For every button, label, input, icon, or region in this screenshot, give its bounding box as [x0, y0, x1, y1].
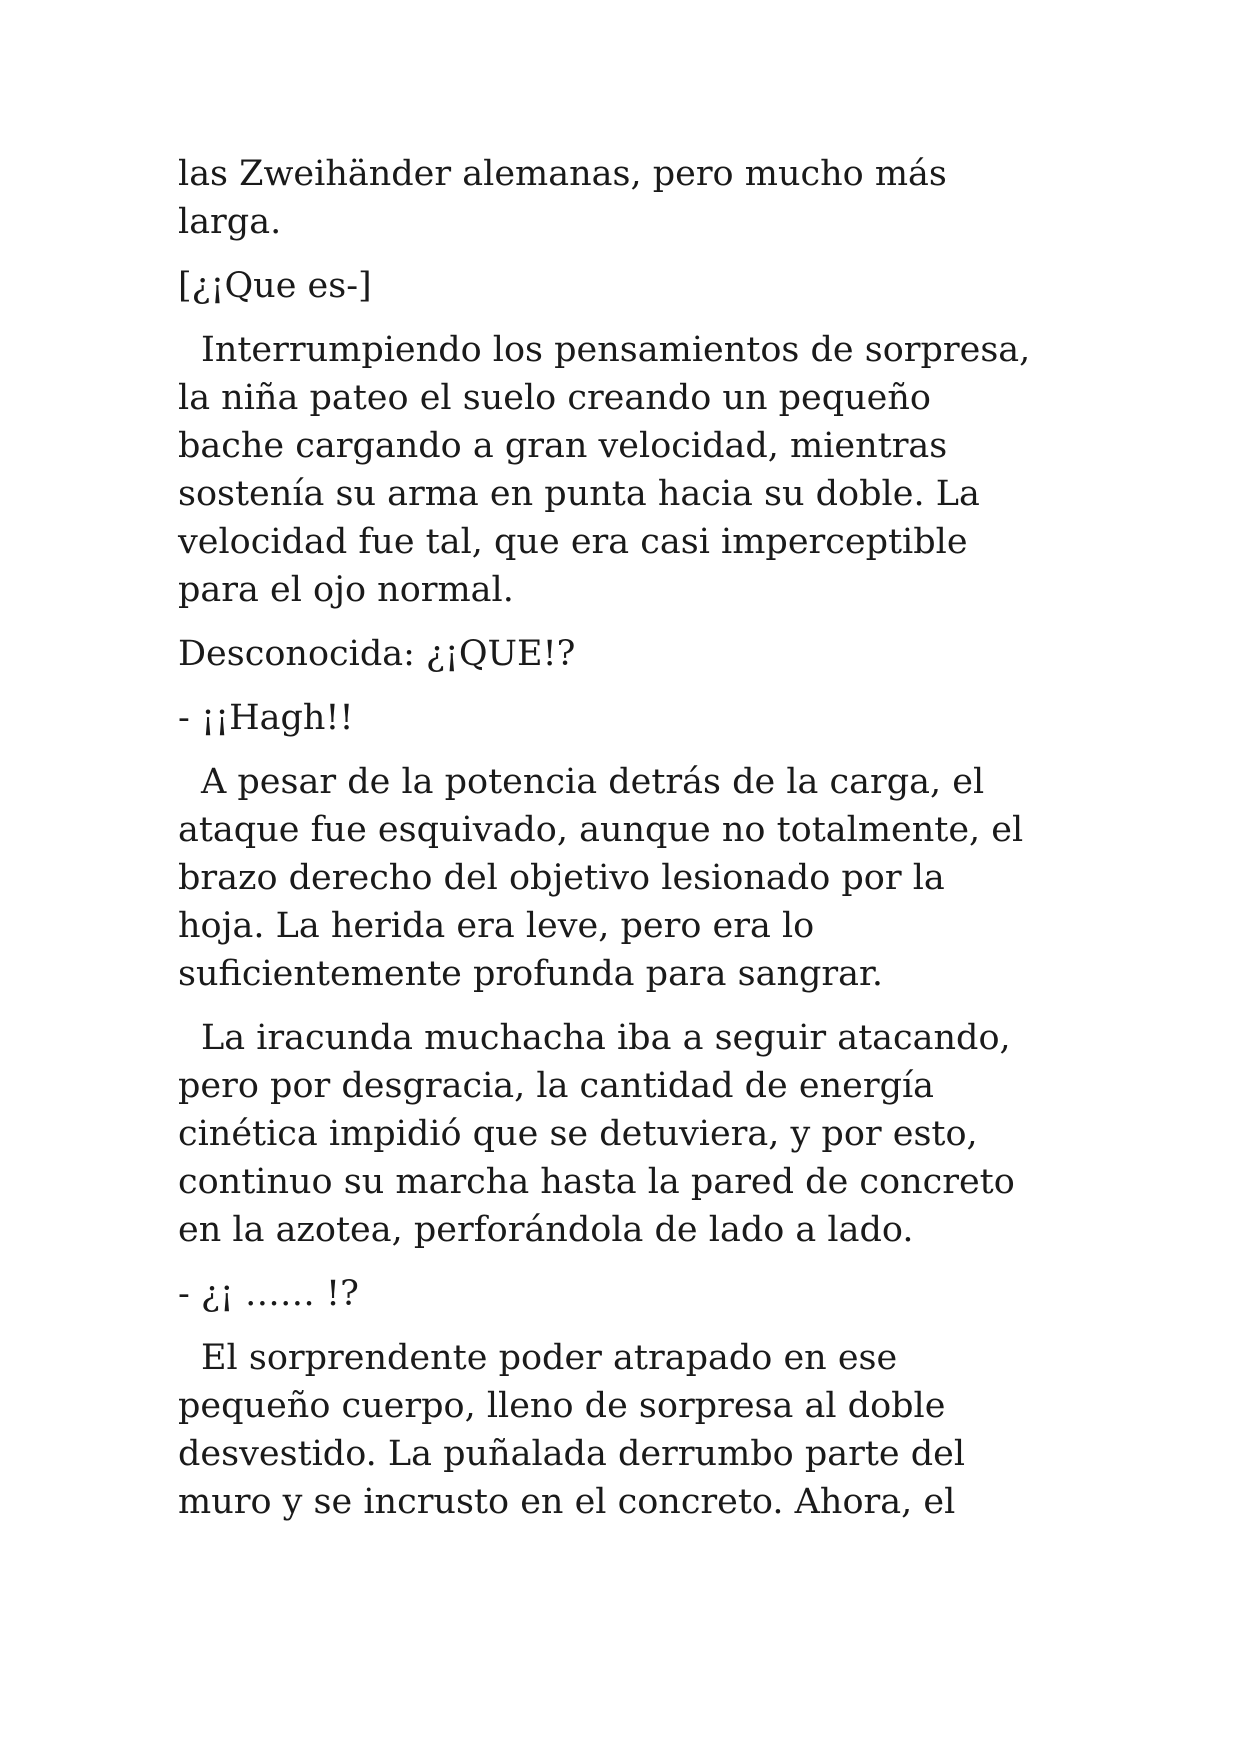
text-line: velocidad fue tal, que era casi imperceptible — [178, 522, 968, 562]
paragraph — [178, 630, 1078, 678]
paragraph — [178, 150, 1078, 246]
text-line: El sorprendente poder atrapado en ese — [201, 1338, 898, 1378]
text-line: [¿¡Que es-] — [178, 266, 372, 306]
text-line: - ¿¡ …… !? — [178, 1274, 359, 1314]
paragraph — [178, 1014, 1078, 1254]
text-line: la niña pateo el suelo creando un pequeño — [178, 378, 931, 418]
paragraph — [178, 1270, 1078, 1318]
text-line: hoja. La herida era leve, pero era lo — [178, 906, 815, 946]
text-line: continuo su marcha hasta la pared de concreto — [178, 1162, 1015, 1202]
text-line: para el ojo normal. — [178, 570, 514, 610]
text-line: A pesar de la potencia detrás de la carga, el — [201, 762, 985, 802]
text-line: pero por desgracia, la cantidad de energía — [178, 1066, 935, 1106]
text-line: muro y se incrusto en el concreto. Ahora, el — [178, 1482, 956, 1522]
text-line: ataque fue esquivado, aunque no totalmente, el — [178, 810, 1024, 850]
paragraph — [178, 758, 1078, 998]
paragraph — [178, 1334, 1078, 1526]
paragraph — [178, 262, 1078, 310]
text-line: bache cargando a gran velocidad, mientras — [178, 426, 948, 466]
text-line: Desconocida: ¿¡QUE!? — [178, 634, 576, 674]
text-line: sostenía su arma en punta hacia su doble. La — [178, 474, 980, 514]
text-line: Interrumpiendo los pensamientos de sorpresa, — [201, 330, 1031, 370]
text-line: brazo derecho del objetivo lesionado por la — [178, 858, 945, 898]
text-line: - ¡¡Hagh!! — [178, 698, 354, 738]
text-line: suficientemente profunda para sangrar. — [178, 954, 884, 994]
text-line: La iracunda muchacha iba a seguir atacando, — [201, 1018, 1011, 1058]
text-line: cinética impidió que se detuviera, y por esto, — [178, 1114, 978, 1154]
text-line: las Zweihänder alemanas, pero mucho más — [178, 154, 947, 194]
text-line: pequeño cuerpo, lleno de sorpresa al doble — [178, 1386, 946, 1426]
text-line: en la azotea, perforándola de lado a lado. — [178, 1210, 914, 1250]
paragraph — [178, 326, 1078, 614]
paragraph — [178, 694, 1078, 742]
body-text — [178, 150, 1078, 1542]
text-line: larga. — [178, 202, 282, 242]
text-line: desvestido. La puñalada derrumbo parte del — [178, 1434, 966, 1474]
